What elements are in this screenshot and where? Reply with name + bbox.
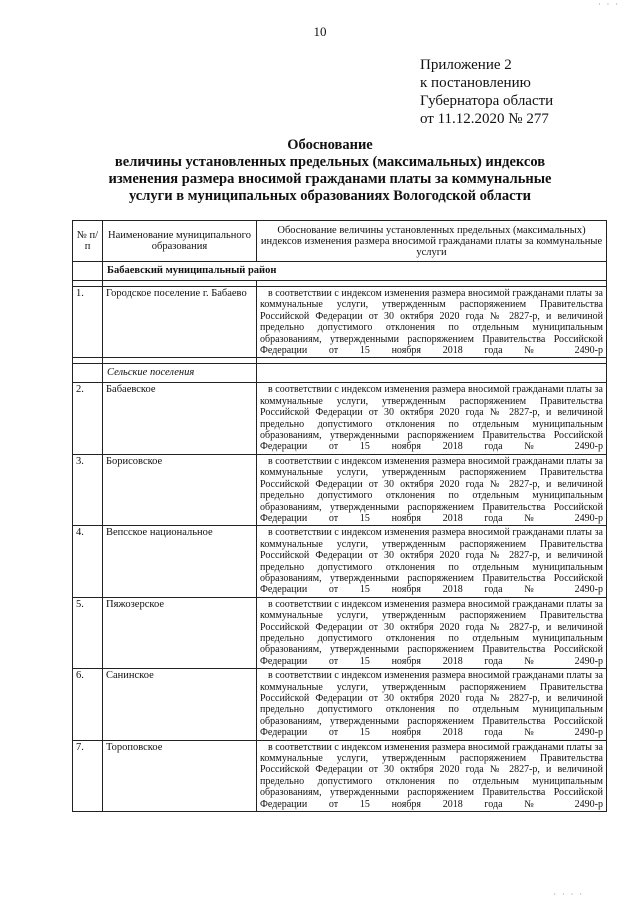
corner-scan-mark: · · · bbox=[598, 0, 620, 9]
row-name: Городское поселение г. Бабаево bbox=[103, 287, 257, 358]
row-name: Бабаевское bbox=[103, 383, 257, 454]
table-row bbox=[73, 669, 607, 740]
header-reason: Обоснование величины установленных предельных (максимальных) индексов изменения размера вносимой гражданами платы за коммунальные услуги bbox=[257, 221, 607, 262]
row-name: Санинское bbox=[103, 669, 257, 740]
row-num: 5. bbox=[73, 597, 103, 668]
table-row bbox=[73, 287, 607, 358]
row-num: 4. bbox=[73, 526, 103, 597]
row-reason: в соответствии с индексом изменения размера вносимой гражданами платы за коммунальные услуги, утвержденным распоряжением Правительства Российской Федерации от 30 октября 2020 года № 2827-р, и величиной предельно допустимого отклонения по отдельным муниципальным образованиям, утвержденными распоряжением Правительства Российской Федерации от 15 ноября 2018 года № 2490-р bbox=[257, 597, 607, 668]
justification-table bbox=[72, 220, 607, 812]
table-header-row bbox=[73, 221, 607, 262]
row-num: 3. bbox=[73, 454, 103, 525]
table-row bbox=[73, 383, 607, 454]
district-row bbox=[73, 262, 607, 281]
table-row bbox=[73, 454, 607, 525]
appendix-line: к постановлению bbox=[420, 75, 531, 91]
title-line: изменения размера вносимой гражданами платы за коммунальные bbox=[108, 171, 552, 187]
table-row bbox=[73, 597, 607, 668]
header-num: № п/п bbox=[73, 221, 103, 262]
row-reason: в соответствии с индексом изменения размера вносимой гражданами платы за коммунальные услуги, утвержденным распоряжением Правительства Российской Федерации от 30 октября 2020 года № 2827-р, и величиной предельно допустимого отклонения по отдельным муниципальным образованиям, утвержденными распоряжением Правительства Российской Федерации от 15 ноября 2018 года № 2490-р bbox=[257, 669, 607, 740]
title-line: услуги в муниципальных образованиях Вологодской области bbox=[129, 188, 531, 204]
row-num: 2. bbox=[73, 383, 103, 454]
table-row bbox=[73, 526, 607, 597]
row-name: Тороповское bbox=[103, 740, 257, 811]
title-line: величины установленных предельных (максимальных) индексов bbox=[114, 154, 546, 170]
district-num-cell bbox=[73, 262, 103, 281]
subgroup-row bbox=[73, 364, 607, 383]
row-num: 1. bbox=[73, 287, 103, 358]
subgroup-name: Сельские поселения bbox=[103, 364, 257, 383]
table-row bbox=[73, 740, 607, 811]
appendix-line: Приложение 2 bbox=[420, 57, 512, 73]
row-reason: в соответствии с индексом изменения размера вносимой гражданами платы за коммунальные услуги, утвержденным распоряжением Правительства Российской Федерации от 30 октября 2020 года № 2827-р, и величиной предельно допустимого отклонения по отдельным муниципальным образованиям, утвержденными распоряжением Правительства Российской Федерации от 15 ноября 2018 года № 2490-р bbox=[257, 287, 607, 358]
row-num: 6. bbox=[73, 669, 103, 740]
row-reason: в соответствии с индексом изменения размера вносимой гражданами платы за коммунальные услуги, утвержденным распоряжением Правительства Российской Федерации от 30 октября 2020 года № 2827-р, и величиной предельно допустимого отклонения по отдельным муниципальным образованиям, утвержденными распоряжением Правительства Российской Федерации от 15 ноября 2018 года № 2490-р bbox=[257, 526, 607, 597]
district-name: Бабаевский муниципальный район bbox=[103, 262, 607, 281]
appendix-block bbox=[420, 56, 553, 128]
subgroup-empty-cell bbox=[257, 364, 607, 383]
row-reason: в соответствии с индексом изменения размера вносимой гражданами платы за коммунальные услуги, утвержденным распоряжением Правительства Российской Федерации от 30 октября 2020 года № 2827-р, и величиной предельно допустимого отклонения по отдельным муниципальным образованиям, утвержденными распоряжением Правительства Российской Федерации от 15 ноября 2018 года № 2490-р bbox=[257, 740, 607, 811]
row-name: Борисовское bbox=[103, 454, 257, 525]
subgroup-num-cell bbox=[73, 364, 103, 383]
title-line: Обоснование bbox=[287, 137, 373, 153]
footer-scan-mark: · · · · bbox=[553, 890, 584, 899]
row-reason: в соответствии с индексом изменения размера вносимой гражданами платы за коммунальные услуги, утвержденным распоряжением Правительства Российской Федерации от 30 октября 2020 года № 2827-р, и величиной предельно допустимого отклонения по отдельным муниципальным образованиям, утвержденными распоряжением Правительства Российской Федерации от 15 ноября 2018 года № 2490-р bbox=[257, 454, 607, 525]
header-name: Наименование муниципального образования bbox=[103, 221, 257, 262]
row-name: Пяжозерское bbox=[103, 597, 257, 668]
row-reason: в соответствии с индексом изменения размера вносимой гражданами платы за коммунальные услуги, утвержденным распоряжением Правительства Российской Федерации от 30 октября 2020 года № 2827-р, и величиной предельно допустимого отклонения по отдельным муниципальным образованиям, утвержденными распоряжением Правительства Российской Федерации от 15 ноября 2018 года № 2490-р bbox=[257, 383, 607, 454]
document-title bbox=[60, 137, 600, 205]
appendix-line: от 11.12.2020 № 277 bbox=[420, 111, 549, 127]
row-name: Вепсское национальное bbox=[103, 526, 257, 597]
page-number: 10 bbox=[313, 24, 327, 39]
appendix-line: Губернатора области bbox=[420, 93, 554, 109]
row-num: 7. bbox=[73, 740, 103, 811]
